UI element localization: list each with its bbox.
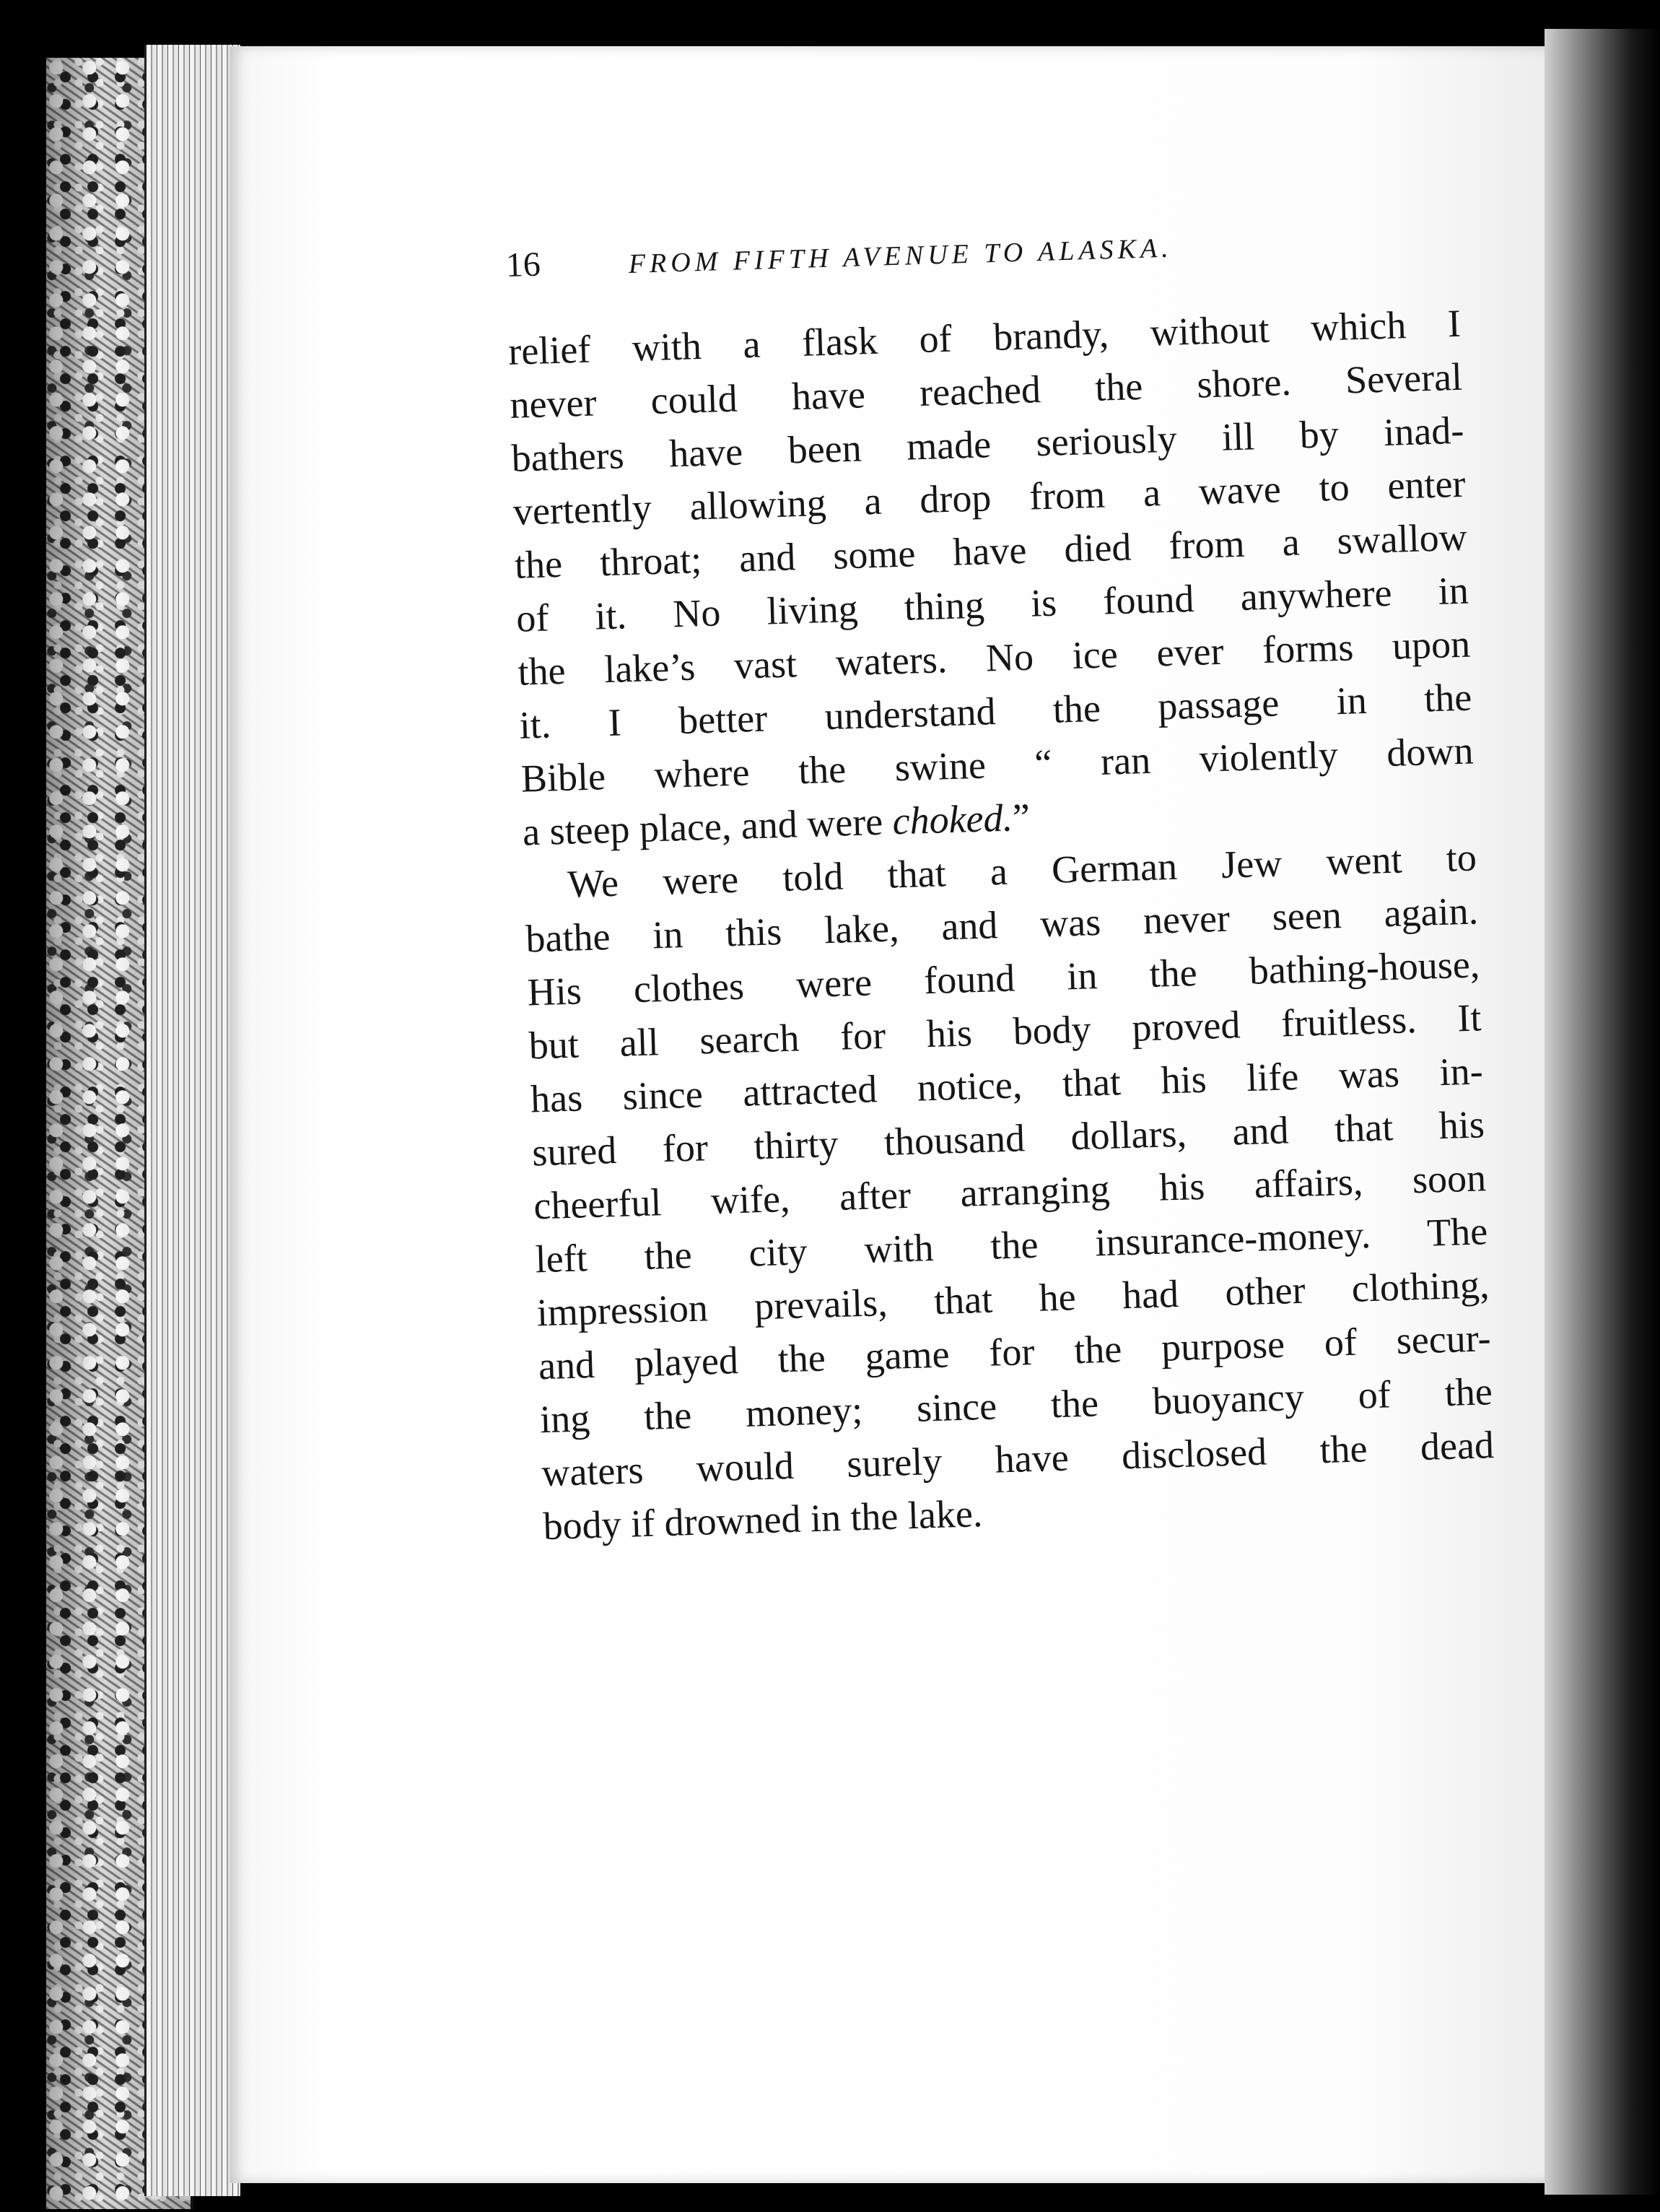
page-edges: [144, 45, 240, 2196]
gutter-shadow: [1545, 29, 1660, 2195]
italic-word: choked.: [891, 796, 1013, 843]
running-title: FROM FIFTH AVENUE TO ALASKA.: [628, 232, 1174, 279]
text-line: waters would surely have disclosed the dead: [541, 1423, 1495, 1495]
page-text-block: [505, 217, 1496, 1553]
text-line: has since attracted notice, that his life was in-: [530, 1049, 1484, 1121]
page-number: 16: [505, 245, 541, 284]
text-line: body if drowned in the lake.: [542, 1492, 984, 1549]
text-line: bathers have been made seriously ill by inad-: [510, 408, 1465, 480]
text-line: impression prevails, that he had other clothing,: [536, 1263, 1490, 1335]
text-line: We were told that a German Jew went to: [567, 835, 1477, 906]
text-line: never could have reached the shore. Several: [509, 354, 1463, 427]
text-line: it. I better understand the passage in the: [518, 675, 1473, 747]
text-line: His clothes were found in the bathing-house,: [526, 942, 1481, 1014]
body-text: [507, 297, 1496, 1553]
paragraph-2: [523, 830, 1496, 1553]
text-line: the throat; and some have died from a swallow: [514, 515, 1468, 587]
text-line: the lake’s vast waters. No ice ever forms upon: [517, 622, 1471, 694]
text-line: Bible where the swine “ ran violently down: [520, 728, 1475, 801]
text-line: sured for thirty thousand dollars, and that his: [531, 1102, 1485, 1175]
text-line: of it. No living thing is found anywhere in: [515, 568, 1469, 640]
text-line: vertently allowing a drop from a wave to enter: [512, 461, 1467, 534]
text-line: ing the money; since the buoyancy of the: [539, 1370, 1493, 1442]
text-line: bathe in this lake, and was never seen again.: [525, 889, 1479, 961]
text-fragment: a steep place, and were: [522, 799, 894, 854]
paragraph-1: [507, 297, 1475, 859]
closing-quote: ”: [1012, 795, 1031, 840]
text-line: cheerful wife, after arranging his affairs, soon: [533, 1156, 1487, 1228]
text-line: left the city with the insurance-money. The: [534, 1209, 1488, 1281]
text-line: relief with a flask of brandy, without which I: [507, 301, 1462, 373]
text-line: but all search for his body proved fruitless. It: [528, 996, 1482, 1068]
text-line: and played the game for the purpose of secur-: [538, 1316, 1492, 1388]
